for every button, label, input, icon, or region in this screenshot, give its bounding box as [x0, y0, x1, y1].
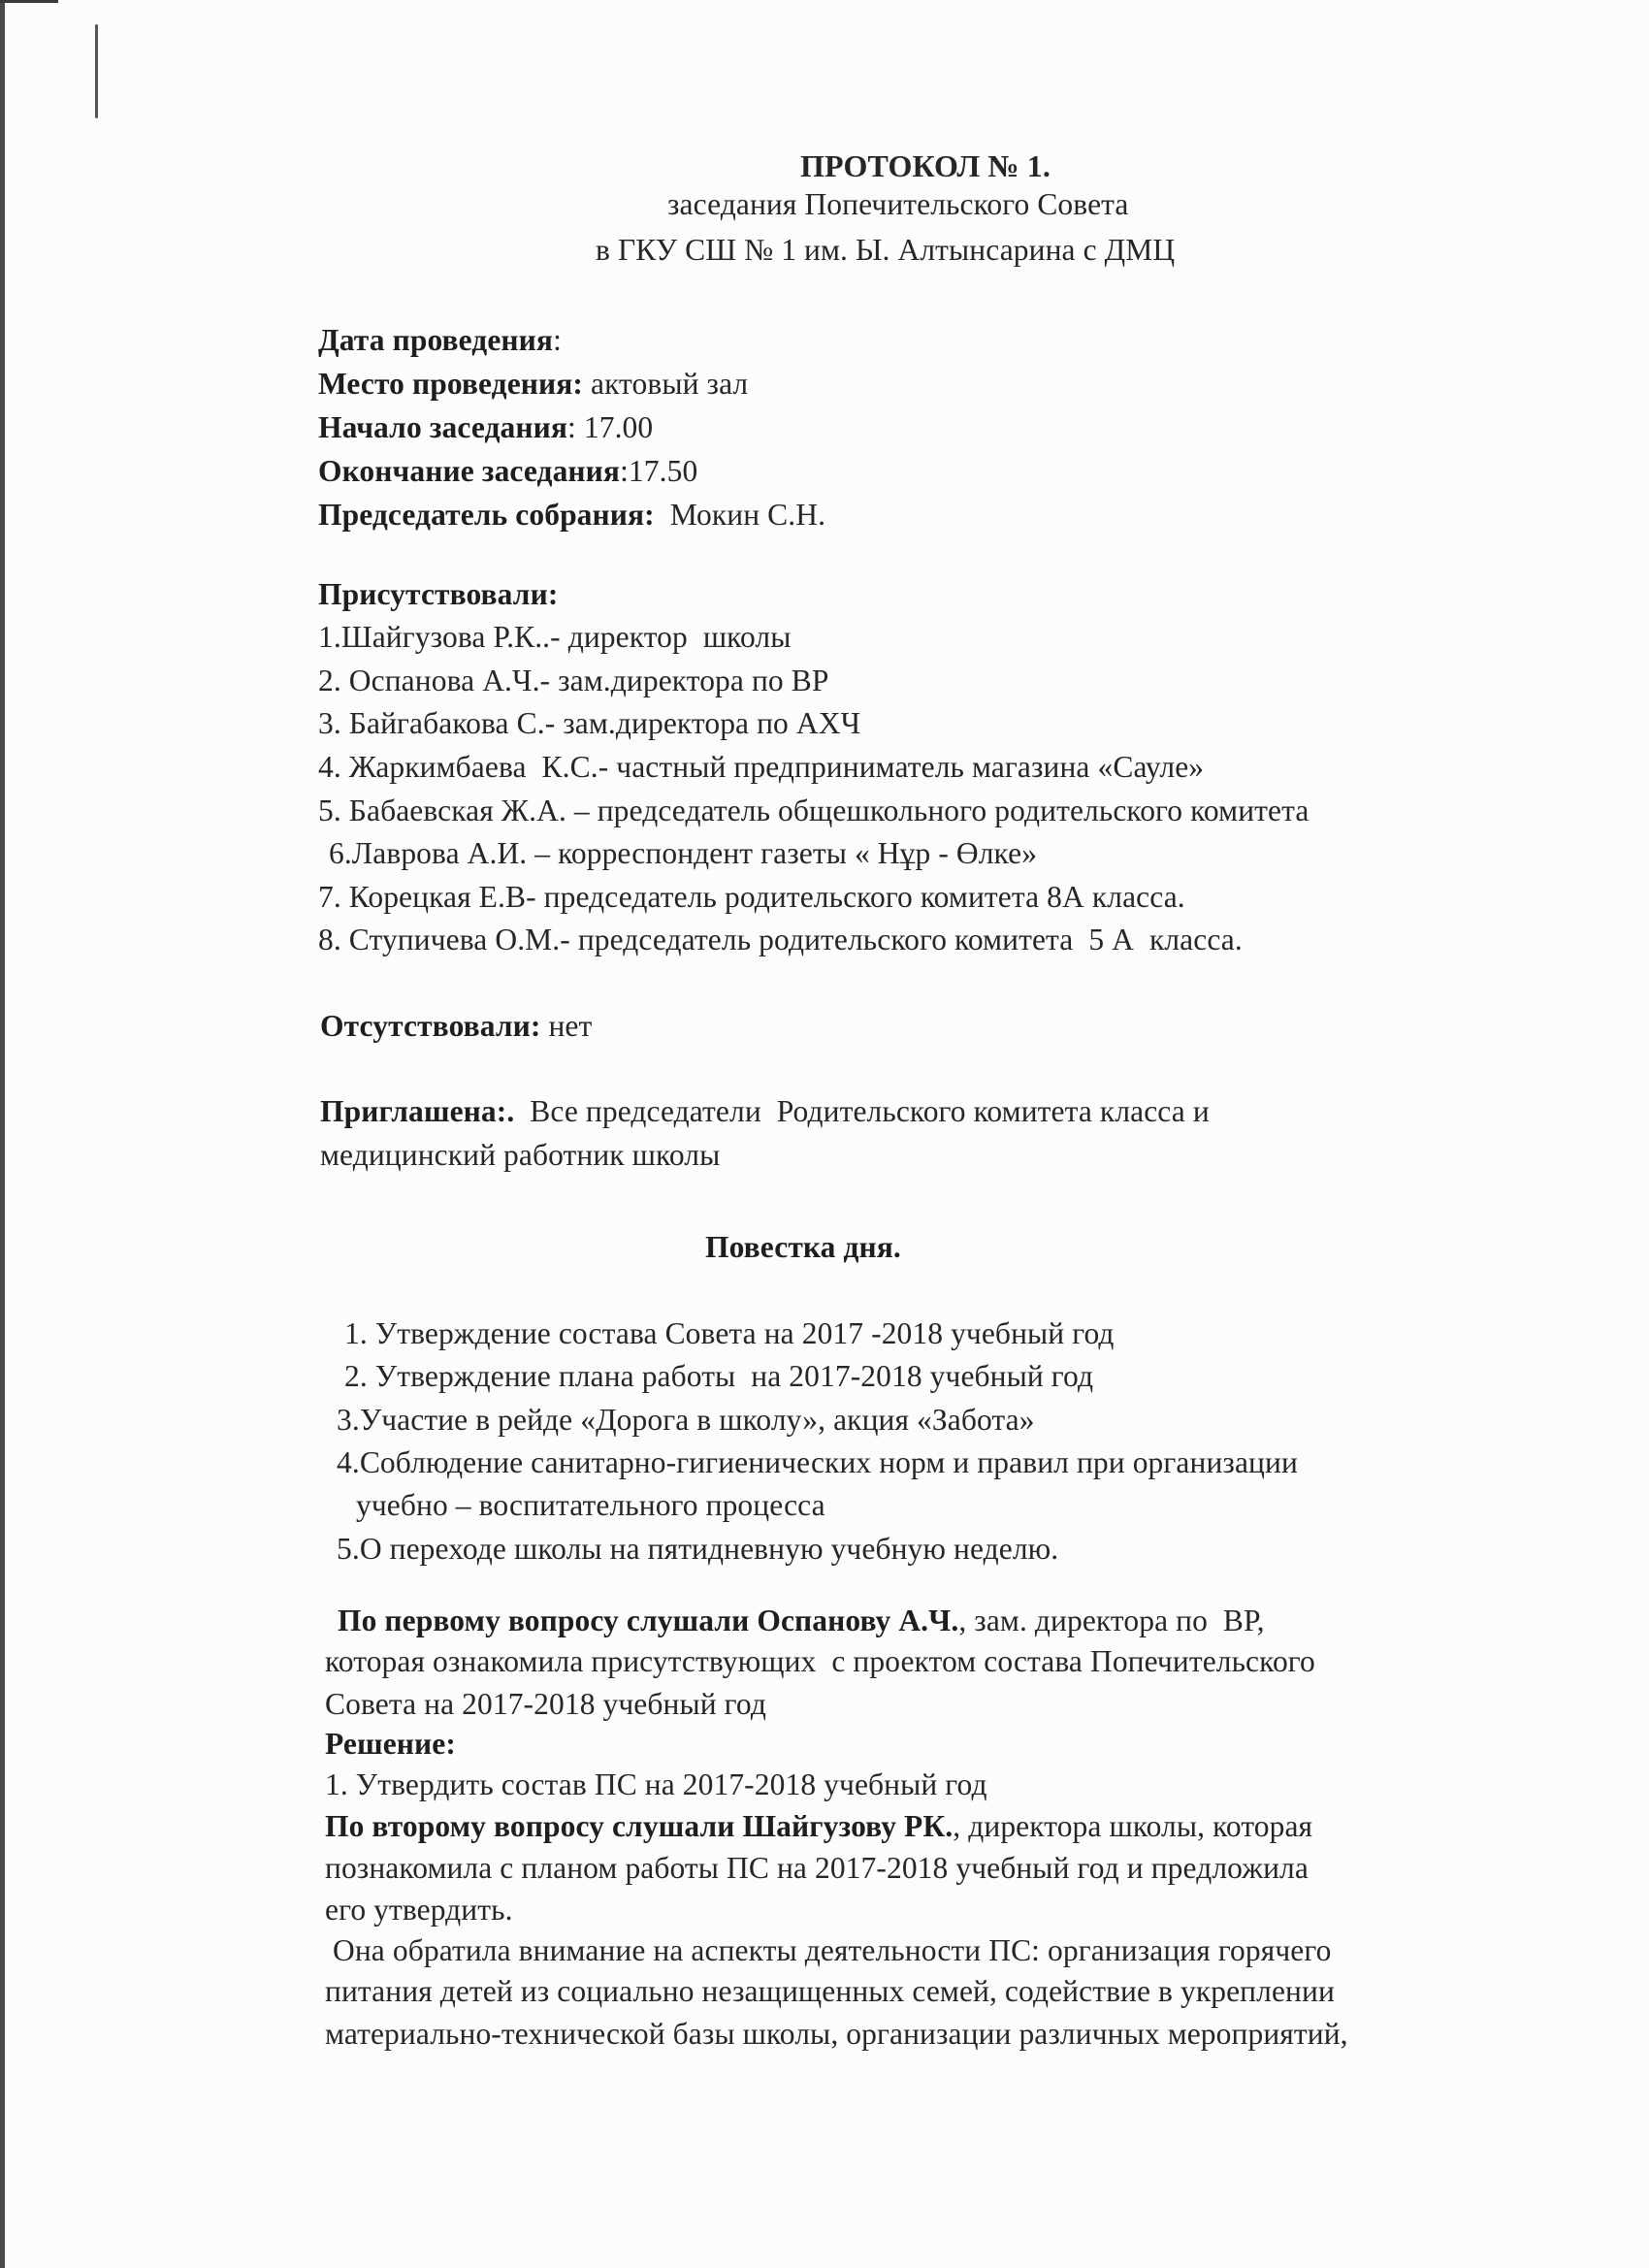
second-question-text: питания детей из социально незащищенных семей, содействие в укреплении: [325, 1974, 1335, 2008]
attendee-item: 4. Жаркимбаева К.С.- частный предприниматель магазина «Сауле»: [318, 750, 1205, 784]
invited-value: Все председатели Родительского комитета класса и: [514, 1094, 1210, 1128]
first-question-role: , зам. директора по ВР,: [958, 1604, 1265, 1637]
scan-edge: [0, 0, 5, 2268]
first-question-text: Совета на 2017-2018 учебный год: [325, 1687, 766, 1721]
second-question-text: его утвердить.: [325, 1893, 513, 1927]
chair-label: Председатель собрания:: [318, 498, 655, 532]
second-question-text: Она обратила внимание на аспекты деятельности ПС: организация горячего: [333, 1933, 1332, 1967]
meeting-end: [318, 454, 697, 489]
attendees-label: Присутствовали:: [318, 577, 559, 611]
agenda-item: 5.О переходе школы на пятидневную учебную неделю.: [337, 1532, 1059, 1566]
document-subtitle: заседания Попечительского Совета: [667, 187, 1129, 221]
decision-label: Решение:: [325, 1727, 456, 1761]
first-question-heading: [338, 1604, 1265, 1638]
scan-edge-top: [0, 0, 58, 3]
agenda-item: 2. Утверждение плана работы на 2017-2018 учебный год: [344, 1359, 1094, 1393]
absent-line: [320, 1009, 592, 1044]
end-label: Окончание заседания: [318, 454, 621, 488]
date-label: Дата проведения: [318, 323, 554, 357]
decision-item: 1. Утвердить состав ПС на 2017-2018 учебный год: [325, 1767, 987, 1801]
meeting-place: [318, 367, 748, 402]
attendee-item: 5. Бабаевская Ж.А. – председатель общешкольного родительского комитета: [318, 794, 1310, 827]
agenda-item: 3.Участие в рейде «Дорога в школу», акция «Забота»: [337, 1403, 1035, 1437]
meeting-date: [318, 323, 562, 358]
staple-mark: [95, 24, 98, 118]
second-question-text: познакомила с планом работы ПС на 2017-2018 учебный год и предложила: [325, 1851, 1309, 1885]
attendee-item: 8. Ступичева О.М.- председатель родительского комитета 5 А класса.: [318, 923, 1243, 956]
invited-label: Приглашена:.: [320, 1094, 515, 1128]
date-colon: :: [553, 323, 562, 357]
meeting-chair: [318, 498, 825, 533]
attendee-item: 3. Байгабакова С.- зам.директора по АХЧ: [318, 706, 861, 740]
document-subtitle-org: в ГКУ СШ № 1 им. Ы. Алтынсарина с ДМЦ: [596, 233, 1176, 267]
start-label: Начало заседания: [318, 410, 568, 444]
attendee-item: 6.Лаврова А.И. – корреспондент газеты « Нұр - Өлке»: [321, 836, 1038, 870]
start-value: : 17.00: [567, 410, 654, 444]
place-value: актовый зал: [583, 367, 749, 401]
first-question-text: которая ознакомила присутствующих с проектом состава Попечительского: [325, 1644, 1315, 1678]
absent-value: нет: [540, 1009, 593, 1043]
absent-label: Отсутствовали:: [320, 1009, 541, 1043]
meeting-start: [318, 410, 653, 445]
second-question-heading: [325, 1809, 1312, 1844]
place-label: Место проведения:: [318, 367, 584, 401]
end-value: :17.50: [620, 454, 698, 488]
attendee-item: 7. Корецкая Е.В- председатель родительского комитета 8А класса.: [318, 880, 1185, 914]
second-question-speaker: По второму вопросу слушали Шайгузову РК.: [325, 1809, 954, 1843]
agenda-item: 4.Соблюдение санитарно-гигиенических норм и правил при организации: [337, 1445, 1298, 1479]
document-title: ПРОТОКОЛ № 1.: [800, 148, 1051, 183]
invited-line-2: медицинский работник школы: [320, 1138, 721, 1172]
invited-line: [320, 1094, 1210, 1129]
agenda-item: 1. Утверждение состава Совета на 2017 -2018 учебный год: [344, 1316, 1115, 1350]
attendee-item: 2. Оспанова А.Ч.- зам.директора по ВР: [318, 664, 829, 697]
agenda-title: Повестка дня.: [705, 1230, 901, 1264]
attendee-item: 1.Шайгузова Р.К..- директор школы: [318, 620, 792, 654]
first-question-speaker: По первому вопросу слушали Оспанову А.Ч.: [338, 1604, 959, 1637]
second-question-text: материально-технической базы школы, организации различных мероприятий,: [325, 2017, 1348, 2051]
agenda-item-continuation: учебно – воспитательного процесса: [356, 1488, 825, 1522]
chair-value: Мокин С.Н.: [654, 498, 826, 532]
second-question-role: , директора школы, которая: [953, 1809, 1313, 1843]
